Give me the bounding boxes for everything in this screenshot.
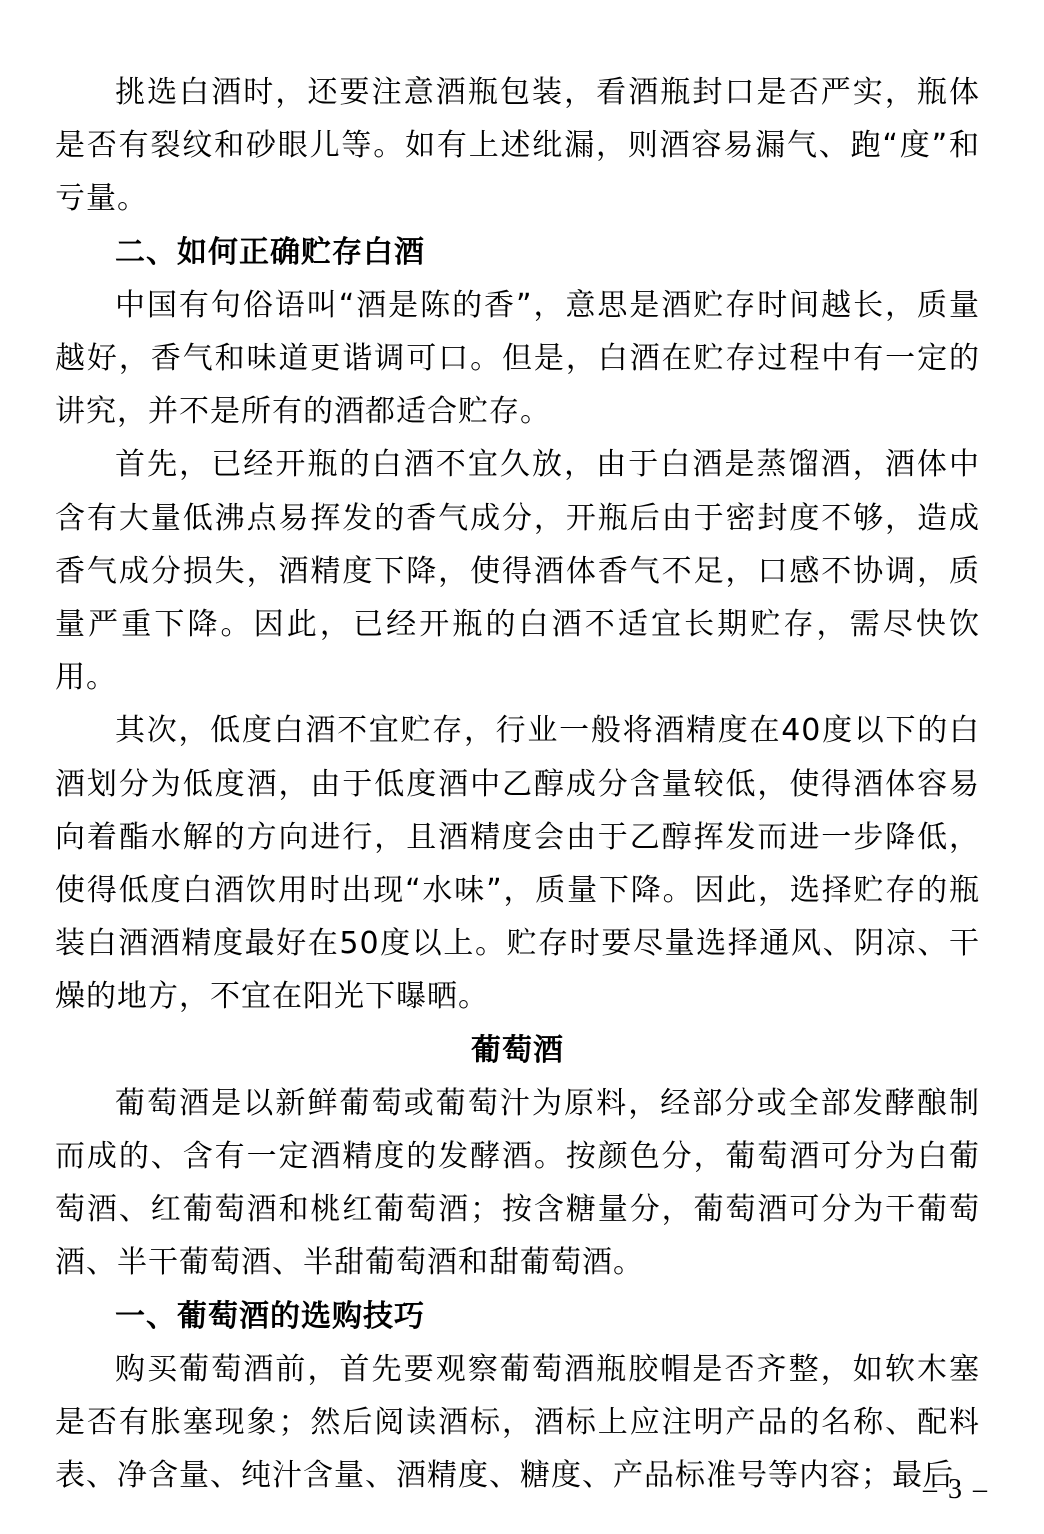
page-number: – 3 –	[923, 1474, 989, 1505]
paragraph-proverb: 中国有句俗语叫“酒是陈的香”，意思是酒贮存时间越长，质量越好，香气和味道更谐调可口。但是，白酒在贮存过程中有一定的讲究，并不是所有的酒都适合贮存。	[55, 287, 980, 430]
paragraph-buying: 购买葡萄酒前，首先要观察葡萄酒瓶胶帽是否齐整，如软木塞是否有胀塞现象；然后阅读酒标，酒标上应注明产品的名称、配料表、净含量、纯汁含量、酒精度、糖度、产品标准号等内容；最后	[55, 1351, 980, 1494]
section-title-wine: 葡萄酒	[471, 1032, 564, 1068]
document-body	[55, 66, 980, 1502]
heading-storage: 二、如何正确贮存白酒	[115, 234, 425, 270]
paragraph-opened-bottle: 首先，已经开瓶的白酒不宜久放，由于白酒是蒸馏酒，酒体中含有大量低沸点易挥发的香气成分，开瓶后由于密封度不够，造成香气成分损失，酒精度下降，使得酒体香气不足，口感不协调，质量严重下降。因此，已经开瓶的白酒不适宜长期贮存，需尽快饮用。	[55, 447, 980, 696]
paragraph-low-alcohol: 其次，低度白酒不宜贮存，行业一般将酒精度在40度以下的白酒划分为低度酒，由于低度酒中乙醇成分含量较低，使得酒体容易向着酯水解的方向进行，且酒精度会由于乙醇挥发而进一步降低，使得低度白酒饮用时出现“水味”，质量下降。因此，选择贮存的瓶装白酒酒精度最好在50度以上。贮存时要尽量选择通风、阴凉、干燥的地方，不宜在阳光下曝晒。	[55, 713, 980, 1015]
heading-buying-tips: 一、葡萄酒的选购技巧	[115, 1298, 425, 1334]
paragraph-wine-definition: 葡萄酒是以新鲜葡萄或葡萄汁为原料，经部分或全部发酵酿制而成的、含有一定酒精度的发酵酒。按颜色分，葡萄酒可分为白葡萄酒、红葡萄酒和桃红葡萄酒；按含糖量分，葡萄酒可分为干葡萄酒、半干葡萄酒、半甜葡萄酒和甜葡萄酒。	[55, 1085, 980, 1281]
paragraph-packaging: 挑选白酒时，还要注意酒瓶包装，看酒瓶封口是否严实，瓶体是否有裂纹和砂眼儿等。如有上述纰漏，则酒容易漏气、跑“度”和亏量。	[55, 75, 980, 217]
